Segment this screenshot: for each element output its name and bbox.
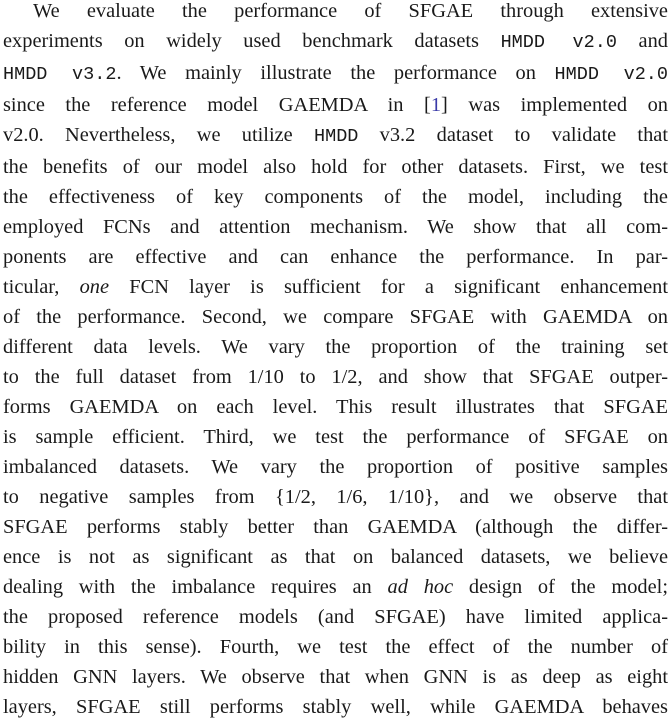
text-line xyxy=(3,482,668,512)
text-run: design of the model; xyxy=(453,576,669,598)
text-run: experiments on widely used benchmark datasets xyxy=(3,30,501,52)
text-line xyxy=(3,182,668,212)
text-run: the proposed reference models (and SFGAE) have limited applica- xyxy=(3,606,668,628)
dataset-name: HMDD v2.0 xyxy=(500,32,617,53)
text-run: ponents are effective and can enhance the performance. In par- xyxy=(3,246,668,268)
text-run: is sample efficient. Third, we test the performance of SFGAE on xyxy=(3,426,668,448)
text-run: v2.0. Nevertheless, we utilize xyxy=(3,124,314,146)
text-line xyxy=(3,120,668,152)
dataset-name: HMDD v2.0 xyxy=(554,64,668,85)
text-run: . We mainly illustrate the performance on xyxy=(116,62,555,84)
text-run: hidden GNN layers. We observe that when GNN is as deep as eight xyxy=(3,666,668,688)
text-run: the benefits of our model also hold for other datasets. First, we test xyxy=(3,156,668,178)
text-run: SFGAE performs stably better than GAEMDA (although the differ- xyxy=(3,516,668,538)
dataset-name: HMDD v3.2 xyxy=(3,64,117,85)
text-run: ] was implemented on xyxy=(441,94,668,116)
text-run: FCN layer is sufficient for a significant enhancement xyxy=(109,276,668,298)
text-line xyxy=(3,392,668,422)
text-run: imbalanced datasets. We vary the proportion of positive samples xyxy=(3,456,668,478)
text-run: dealing with the imbalance requires an xyxy=(3,576,388,598)
text-line xyxy=(3,632,668,662)
text-run: forms GAEMDA on each level. This result illustrates that SFGAE xyxy=(3,396,668,418)
text-line xyxy=(3,90,668,120)
text-run: and xyxy=(616,30,668,52)
text-line xyxy=(3,602,668,632)
text-line xyxy=(3,212,668,242)
text-run: ence is not as significant as that on balanced datasets, we believe xyxy=(3,546,668,568)
text-line xyxy=(3,512,668,542)
text-line xyxy=(3,26,668,58)
text-run: to negative samples from {1/2, 1/6, 1/10}, and we observe that xyxy=(3,486,668,508)
text-line xyxy=(3,332,668,362)
text-run: layers, SFGAE still performs stably well, while GAEMDA behaves xyxy=(3,696,668,718)
text-run: since the reference model GAEMDA in [ xyxy=(3,94,431,116)
text-line xyxy=(3,422,668,452)
text-line xyxy=(3,452,668,482)
text-run: bility in this sense). Fourth, we test the effect of the number of xyxy=(3,636,668,658)
body-paragraph xyxy=(3,0,668,722)
text-run: different data levels. We vary the proportion of the training set xyxy=(3,336,668,358)
text-line xyxy=(3,542,668,572)
paper-page xyxy=(3,0,668,722)
emphasis-text: ad hoc xyxy=(387,576,454,598)
dataset-name: HMDD xyxy=(313,126,359,147)
text-line xyxy=(3,662,668,692)
text-run: employed FCNs and attention mechanism. We show that all com- xyxy=(3,216,668,238)
text-run: ticular, xyxy=(3,276,80,298)
text-line xyxy=(3,302,668,332)
text-line xyxy=(3,58,668,90)
text-line xyxy=(3,272,668,302)
text-line xyxy=(3,362,668,392)
text-line xyxy=(3,242,668,272)
text-run: of the performance. Second, we compare SFGAE with GAEMDA on xyxy=(3,306,668,328)
text-run: v3.2 dataset to validate that xyxy=(358,124,668,146)
citation-link[interactable]: 1 xyxy=(430,94,442,116)
text-line xyxy=(3,692,668,722)
text-line xyxy=(3,152,668,182)
text-run: to the full dataset from 1/10 to 1/2, and show that SFGAE outper- xyxy=(3,366,668,388)
text-line xyxy=(3,0,668,26)
emphasis-text: one xyxy=(79,276,110,298)
text-run: We evaluate the performance of SFGAE through extensive xyxy=(33,0,668,22)
text-run: the effectiveness of key components of the model, including the xyxy=(3,186,668,208)
text-line xyxy=(3,572,668,602)
